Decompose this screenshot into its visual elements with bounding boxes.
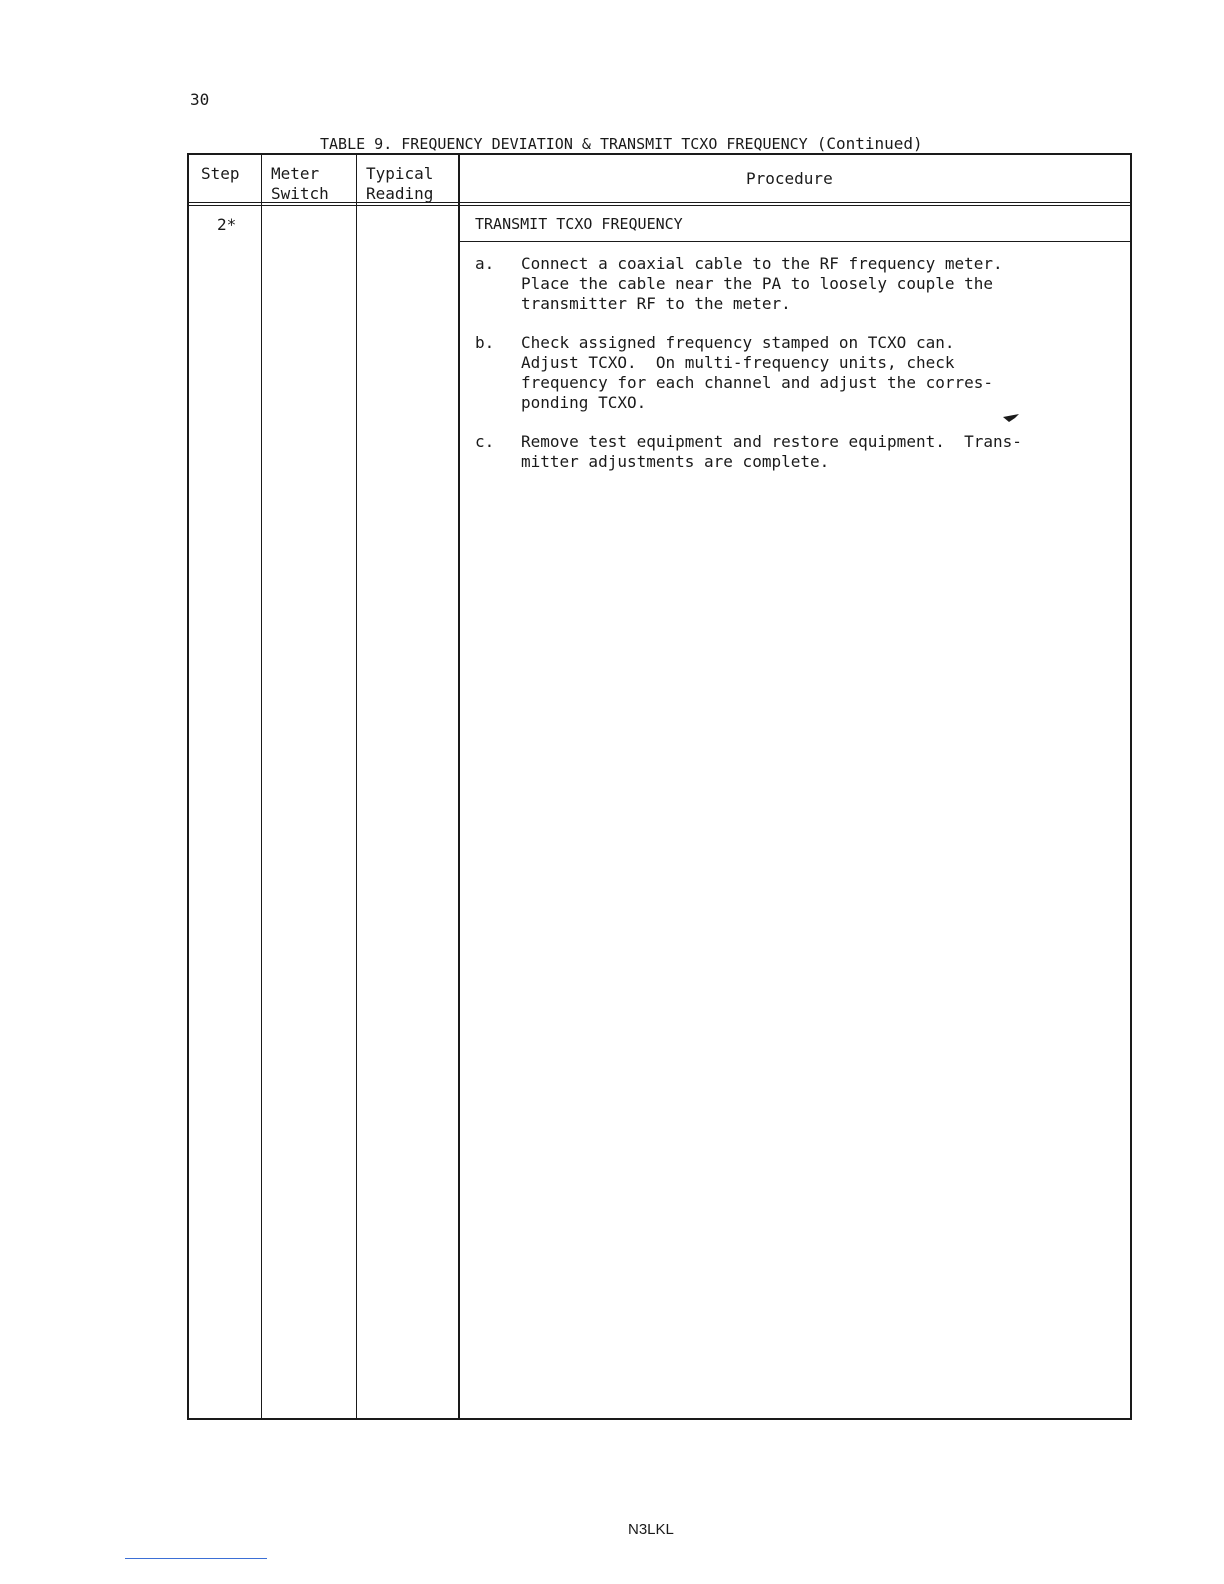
column-divider	[356, 155, 357, 1418]
section-divider	[459, 241, 1130, 242]
section-title: TRANSMIT TCXO FREQUENCY	[475, 215, 683, 233]
footer-label: N3LKL	[628, 1521, 674, 1538]
procedure-table	[187, 153, 1132, 1420]
item-text: Remove test equipment and restore equipment. Trans- mitter adjustments are complete.	[521, 432, 1022, 471]
table-title-suffix: (Continued)	[816, 134, 923, 153]
header-step: Step	[201, 164, 240, 183]
header-typical-reading	[366, 164, 433, 204]
header-divider	[189, 205, 1130, 206]
table-title-text: TABLE 9. FREQUENCY DEVIATION & TRANSMIT TCXO FREQUENCY	[320, 135, 808, 153]
header-reading-line2: Reading	[366, 184, 434, 203]
item-letter: b.	[475, 333, 495, 352]
column-divider	[458, 155, 460, 1418]
header-reading-line1: Typical	[366, 164, 434, 183]
item-text: Check assigned frequency stamped on TCXO can. Adjust TCXO. On multi-frequency units, check frequency for each channel and adjust the corres- ponding TCXO.	[521, 333, 994, 412]
footer-rule	[125, 1558, 267, 1559]
header-meter-line2: Switch	[271, 184, 329, 203]
header-meter-switch	[271, 164, 329, 204]
column-divider	[261, 155, 262, 1418]
header-meter-line1: Meter	[271, 164, 320, 183]
ink-mark-icon	[1003, 414, 1019, 422]
item-letter: c.	[475, 432, 495, 451]
step-number: 2*	[217, 215, 237, 234]
page-number: 30	[190, 90, 210, 109]
item-text: Connect a coaxial cable to the RF frequency meter. Place the cable near the PA to loosely couple the transmitter RF to the meter.	[521, 254, 1003, 313]
table-title	[320, 134, 923, 153]
header-divider	[189, 202, 1130, 203]
header-procedure: Procedure	[746, 169, 833, 188]
item-letter: a.	[475, 254, 495, 273]
